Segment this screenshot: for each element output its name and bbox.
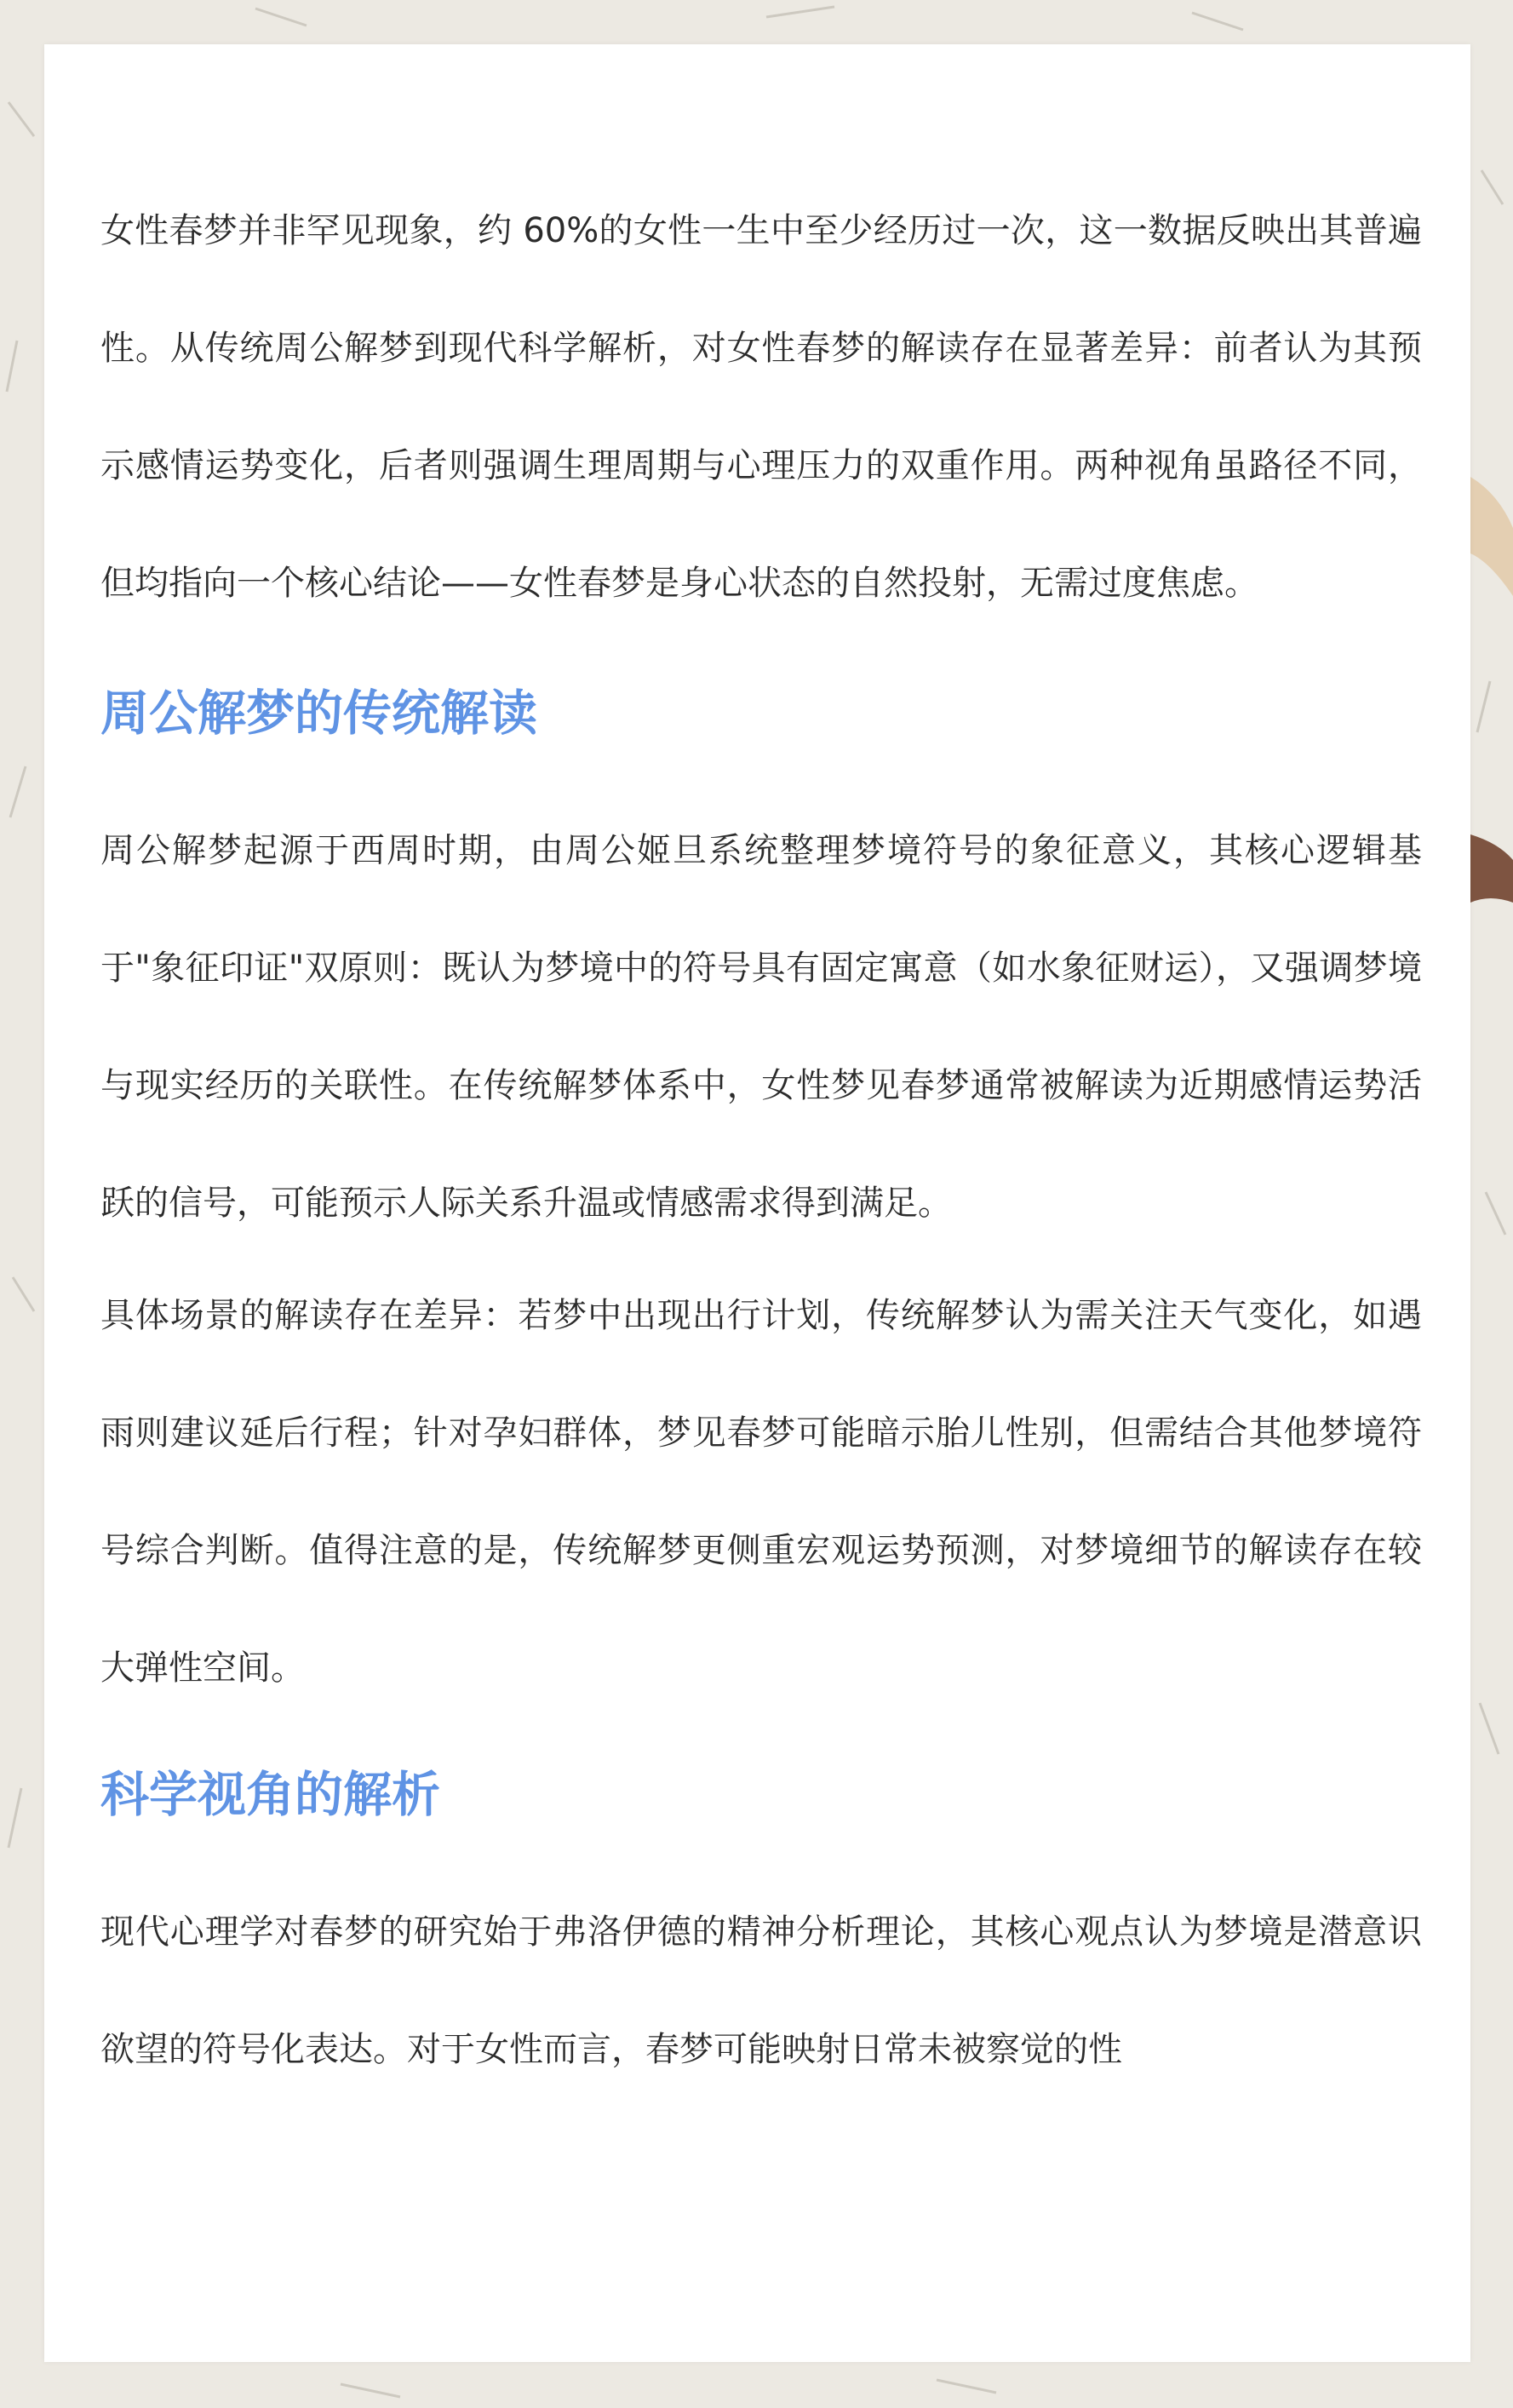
zhougong-paragraph-1: 周公解梦起源于西周时期，由周公姬旦系统整理梦境符号的象征意义，其核心逻辑基于"象征印证"双原则：既认为梦境中的符号具有固定寓意（如水象征财运），又强调梦境与现实经历的关联性。在传统解梦体系中，女性梦见春梦通常被解读为近期感情运势活跃的信号，可能预示人际关系升温或情感需求得到满足。 — [100, 831, 1422, 1223]
article-content — [100, 172, 1422, 2108]
zhougong-paragraph-2: 具体场景的解读存在差异：若梦中出现出行计划，传统解梦认为需关注天气变化，如遇雨则建议延后行程；针对孕妇群体，梦见春梦可能暗示胎儿性别，但需结合其他梦境符号综合判断。值得注意的是，传统解梦更侧重宏观运势预测，对梦境细节的解读存在较大弹性空间。 — [100, 1296, 1422, 1688]
section-heading-zhougong: 周公解梦的传统解读 — [100, 685, 537, 742]
intro-paragraph: 女性春梦并非罕见现象，约 60%的女性一生中至少经历过一次，这一数据反映出其普遍性。从传统周公解梦到现代科学解析，对女性春梦的解读存在显著差异：前者认为其预示感情运势变化，后者则强调生理周期与心理压力的双重作用。两种视角虽路径不同，但均指向一个核心结论——女性春梦是身心状态的自然投射，无需过度焦虑。 — [100, 211, 1422, 603]
science-paragraph-1: 现代心理学对春梦的研究始于弗洛伊德的精神分析理论，其核心观点认为梦境是潜意识欲望的符号化表达。对于女性而言，春梦可能映射日常未被察觉的性 — [100, 1912, 1422, 2069]
article-card — [44, 44, 1470, 2362]
section-heading-science: 科学视角的解析 — [100, 1767, 440, 1823]
